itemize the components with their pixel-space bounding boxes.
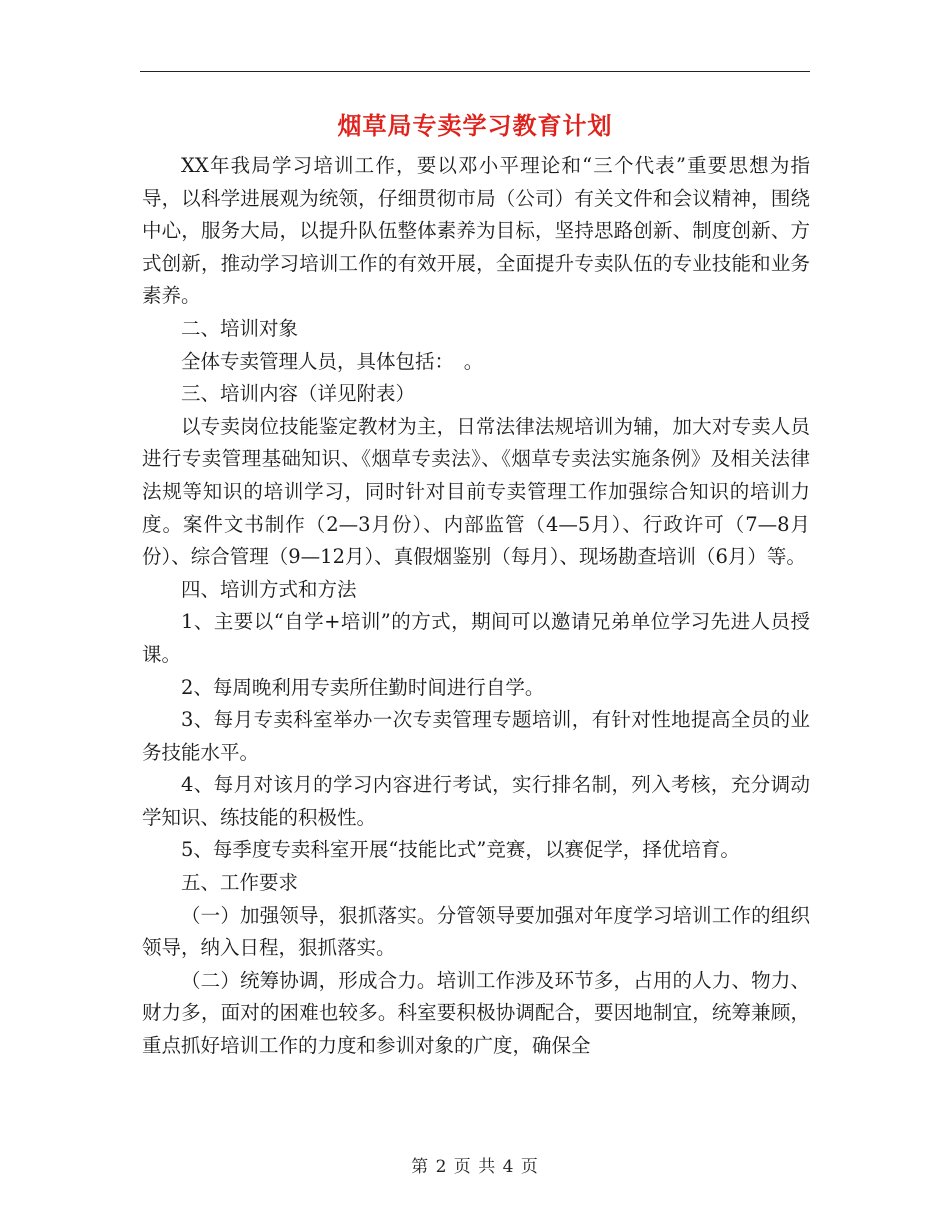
section-heading-work-requirements: 五、工作要求 [181,871,299,895]
document-title: 烟草局专卖学习教育计划 [337,111,613,140]
paragraph-method-1: 1、主要以“自学+培训”的方式，期间可以邀请兄弟单位学习先进人员授课。 [142,610,810,666]
paragraph-requirement-2: （二）统筹协调，形成合力。培训工作涉及环节多，占用的人力、物力、财力多，面对的困难也较多。科室要积极协调配合，要因地制宜，统筹兼顾，重点抓好培训工作的力度和参训对象的广度，确保全 [142,968,810,1058]
page-footer: 第 2 页 共 4 页 [411,1157,539,1177]
paragraph-training-targets: 全体专卖管理人员，具体包括： 。 [181,349,484,373]
paragraph-method-5: 5、每季度专卖科室开展“技能比式”竞赛，以赛促学，择优培育。 [181,838,740,862]
document-body [142,150,810,1063]
paragraph-method-2: 2、每周晚利用专卖所住勤时间进行自学。 [181,675,545,699]
paragraph-method-4: 4、每月对该月的学习内容进行考试，实行排名制，列入考核，充分调动学知识、练技能的积极性。 [142,773,810,829]
header-rule [140,71,810,72]
section-heading-training-targets: 二、培训对象 [181,316,299,340]
paragraph-training-content: 以专卖岗位技能鉴定教材为主，日常法律法规培训为辅，加大对专卖人员进行专卖管理基础知识、《烟草专卖法》、《烟草专卖法实施条例》及相关法律法规等知识的培训学习，同时针对目前专卖管理工作加强综合知识的培训力度。案件文书制作（2—3月份）、内部监管（4—5月）、行政许可（7—8月份）、综合管理（9—12月）、真假烟鉴别（每月）、现场勘查培训（6月）等。 [142,414,810,569]
section-heading-training-content: 三、培训内容（详见附表） [181,382,416,406]
paragraph-intro: XX年我局学习培训工作，要以邓小平理论和“三个代表”重要思想为指导，以科学进展观为统领，仔细贯彻市局（公司）有关文件和会议精神，围绕中心，服务大局，以提升队伍整体素养为目标，坚持思路创新、制度创新、方式创新，推动学习培训工作的有效开展，全面提升专卖队伍的专业技能和业务素养。 [142,154,810,308]
paragraph-requirement-1: （一）加强领导，狠抓落实。分管领导要加强对年度学习培训工作的组织领导，纳入日程，狠抓落实。 [142,903,810,960]
paragraph-method-3: 3、每月专卖科室举办一次专卖管理专题培训，有针对性地提高全员的业务技能水平。 [142,708,810,764]
section-heading-training-methods: 四、培训方式和方法 [181,577,357,601]
